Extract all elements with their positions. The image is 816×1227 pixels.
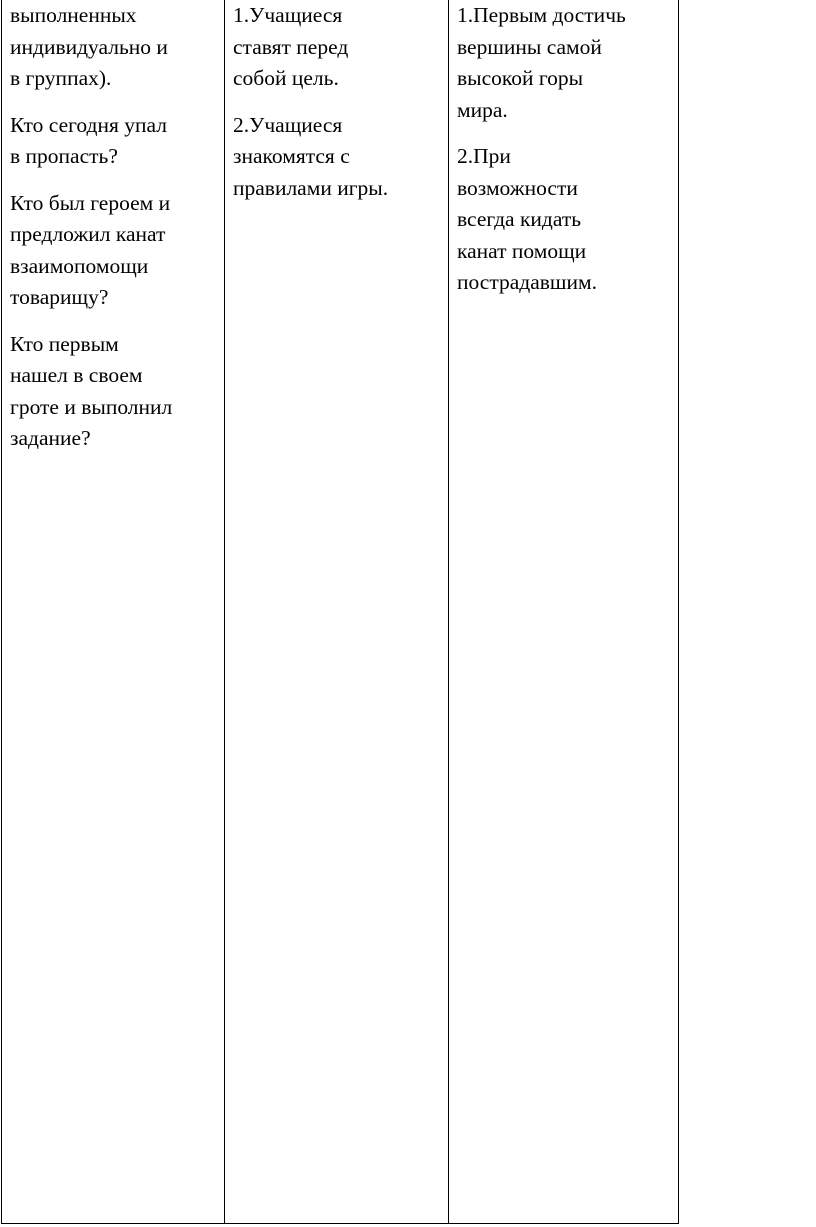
cell-paragraph: 2.Учащиеся знакомятся с правилами игры. bbox=[233, 112, 389, 200]
table-row bbox=[2, 0, 679, 1224]
cell-paragraph: Кто сегодня упал в пропасть? bbox=[10, 112, 167, 168]
cell-paragraph: выполненных индивидуально и в группах). bbox=[10, 3, 168, 90]
cell-paragraph: Кто первым нашел в своем гроте и выполнил задание? bbox=[10, 331, 173, 450]
cell-paragraph: 1.Учащиеся ставят перед собой цель. bbox=[233, 3, 349, 90]
table-cell-goals bbox=[449, 0, 679, 1224]
table-cell-student-actions bbox=[225, 0, 449, 1224]
document-table bbox=[1, 0, 679, 1224]
table-cell-activities bbox=[2, 0, 225, 1224]
cell-paragraph: 1.Первым достичь вершины самой высокой горы мира. bbox=[457, 3, 626, 122]
cell-paragraph: 2.При возможности всегда кидать канат помощи пострадавшим. bbox=[457, 144, 597, 294]
cell-paragraph: Кто был героем и предложил канат взаимопомощи товарищу? bbox=[10, 190, 171, 309]
